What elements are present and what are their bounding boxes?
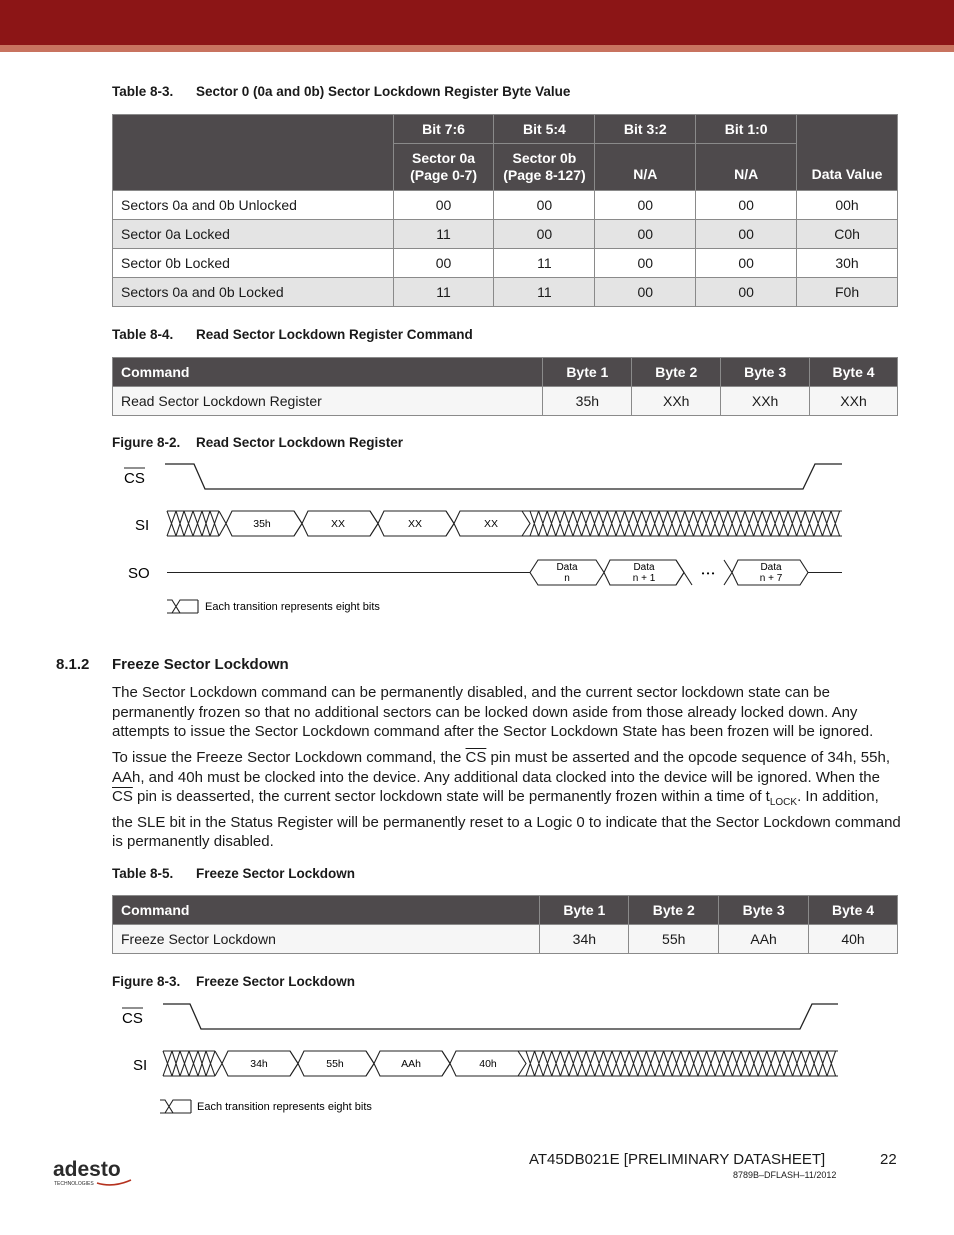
command-name: Freeze Sector Lockdown <box>113 925 540 954</box>
caption-number: Table 8-4. <box>112 327 174 342</box>
caption-title: Read Sector Lockdown Register <box>196 435 404 450</box>
sub-header-line: Sector 0b <box>512 150 577 166</box>
cell: 30h <box>797 249 898 278</box>
svg-text:CS: CS <box>124 470 145 487</box>
si-byte-label: AAh <box>401 1058 421 1070</box>
cell: 00 <box>393 249 494 278</box>
cell: 00 <box>595 278 696 307</box>
command-header: Command <box>113 358 543 387</box>
tlock-subscript: LOCK <box>769 797 798 808</box>
logo-subtext: TECHNOLOGIES <box>54 1181 94 1187</box>
cs-waveform <box>163 1004 838 1029</box>
caption-number: Table 8-5. <box>112 866 174 881</box>
so-data-label: Data <box>556 562 578 573</box>
paragraph-2 <box>112 748 902 852</box>
caption-number: Figure 8-2. <box>112 435 181 450</box>
byte-header: Byte 4 <box>810 358 898 387</box>
si-byte-label: 34h <box>250 1058 268 1070</box>
cell: XXh <box>810 387 898 416</box>
cell: 11 <box>393 220 494 249</box>
cell: AAh <box>719 925 809 954</box>
table-8-5-caption <box>112 866 355 881</box>
bit-header: Bit 1:0 <box>696 115 797 144</box>
caption-number: Table 8-3. <box>112 84 174 99</box>
byte-header: Byte 1 <box>540 896 629 925</box>
byte-header: Byte 4 <box>809 896 898 925</box>
byte-header: Byte 3 <box>719 896 809 925</box>
figure-8-3-caption <box>112 974 355 989</box>
document-code: 8789B–DFLASH–11/2012 <box>733 1170 837 1180</box>
legend-text: Each transition represents eight bits <box>197 1101 372 1113</box>
command-header: Command <box>113 896 540 925</box>
section-title: Freeze Sector Lockdown <box>112 656 289 673</box>
logo-wordmark: adesto <box>53 1158 121 1181</box>
command-name: Read Sector Lockdown Register <box>113 387 543 416</box>
si-label: SI <box>133 1057 148 1074</box>
caption-title: Read Sector Lockdown Register Command <box>196 327 473 342</box>
cell: 00 <box>494 191 595 220</box>
freeze-lockdown-command-table <box>112 895 898 954</box>
header-strip <box>0 45 954 52</box>
data-value-header: Data Value <box>797 115 898 191</box>
cell: 00 <box>595 191 696 220</box>
si-byte-label: 40h <box>479 1058 497 1070</box>
cell: 34h <box>540 925 629 954</box>
caption-title: Freeze Sector Lockdown <box>196 866 356 881</box>
cell: 55h <box>629 925 719 954</box>
row-label: Sectors 0a and 0b Unlocked <box>113 191 394 220</box>
adesto-logo <box>53 1158 133 1188</box>
table-row <box>113 191 898 220</box>
cs-waveform <box>165 464 842 489</box>
so-data-label: n <box>564 573 570 584</box>
cell: 00 <box>595 249 696 278</box>
na-header: N/A <box>696 144 797 191</box>
bit-header: Bit 5:4 <box>494 115 595 144</box>
si-byte-label: XX <box>330 518 346 530</box>
so-data-label: n + 1 <box>632 573 656 584</box>
byte-header: Byte 1 <box>543 358 632 387</box>
na-header: N/A <box>595 144 696 191</box>
so-data-label: n + 7 <box>759 573 783 584</box>
figure-8-2-caption <box>112 435 403 450</box>
so-waveform <box>167 560 842 585</box>
para-text: pin must be asserted and the opcode sequence of 34h, 55h, AAh, and 40h must be clocked into the device. Any additional data clocked into the device will be ignored. When the <box>112 749 890 786</box>
table-row <box>113 249 898 278</box>
cell: F0h <box>797 278 898 307</box>
so-data-label: Data <box>633 562 655 573</box>
row-label: Sector 0a Locked <box>113 220 394 249</box>
para-text: . In addition, the SLE bit in the Status Register will be permanently reset to a Logic 0 to indicate that the Sector Lockdown command is permanently disabled. <box>112 788 901 850</box>
cell: 00 <box>595 220 696 249</box>
legend-transition-icon <box>167 600 198 613</box>
si-label: SI <box>135 517 150 534</box>
table-row <box>113 220 898 249</box>
cell: 00 <box>696 249 797 278</box>
cs-signal: $\overline{CS}$ <box>112 788 133 805</box>
section-heading <box>56 656 289 673</box>
sector-lockdown-byte-table <box>112 114 898 307</box>
table-row <box>113 278 898 307</box>
cs-label <box>122 1008 143 1027</box>
para-text: To issue the Freeze Sector Lockdown command, the <box>112 749 466 766</box>
sub-header-line: (Page 8-127) <box>503 167 586 183</box>
so-label: SO <box>128 565 150 582</box>
table-row <box>113 387 898 416</box>
cell: 11 <box>494 278 595 307</box>
cell: 40h <box>809 925 898 954</box>
read-lockdown-timing-diagram <box>110 455 850 625</box>
sector-0b-header <box>494 144 595 191</box>
bit-header: Bit 7:6 <box>393 115 494 144</box>
cs-signal: $\overline{CS}$ <box>465 749 487 766</box>
paragraph-1: The Sector Lockdown command can be permanently disabled, and the current sector lockdown state can be permanently frozen so that no additional sectors can be locked down aside from those already locked down. Any attempts to issue the Sector Lockdown command after the Sector Lockdown State has been frozen will be ignored. <box>112 684 874 740</box>
row-label: Sectors 0a and 0b Locked <box>113 278 394 307</box>
bit-header: Bit 3:2 <box>595 115 696 144</box>
page-number: 22 <box>880 1151 897 1168</box>
cell: XXh <box>721 387 810 416</box>
byte-header: Byte 3 <box>721 358 810 387</box>
cell: 00 <box>393 191 494 220</box>
sub-header-line: Sector 0a <box>412 150 476 166</box>
si-byte-label: XX <box>483 518 499 530</box>
sector-0a-header <box>393 144 494 191</box>
legend-transition-icon <box>160 1100 191 1113</box>
cell: 00 <box>696 278 797 307</box>
table-8-4-caption <box>112 327 473 342</box>
cell: 00 <box>494 220 595 249</box>
table-row <box>113 925 898 954</box>
caption-title: Freeze Sector Lockdown <box>196 974 356 989</box>
cell: 00h <box>797 191 898 220</box>
cell: 00 <box>696 220 797 249</box>
so-ellipsis: • • • <box>701 569 715 578</box>
sub-header-line: (Page 0-7) <box>410 167 477 183</box>
para-text: pin is deasserted, the current sector lockdown state will be permanently frozen within a time of t <box>132 788 770 805</box>
freeze-lockdown-timing-diagram <box>110 995 850 1120</box>
cell: 11 <box>494 249 595 278</box>
read-lockdown-command-table <box>112 357 898 416</box>
table-8-3-caption <box>112 84 570 99</box>
caption-number: Figure 8-3. <box>112 974 181 989</box>
si-byte-label: 55h <box>326 1058 344 1070</box>
cs-label <box>124 468 145 487</box>
cell: 35h <box>543 387 632 416</box>
cell: C0h <box>797 220 898 249</box>
legend-text: Each transition represents eight bits <box>205 601 380 613</box>
cell: XXh <box>632 387 721 416</box>
si-byte-label: XX <box>407 518 423 530</box>
blank-header <box>113 115 394 191</box>
row-label: Sector 0b Locked <box>113 249 394 278</box>
footer-document-title: AT45DB021E [PRELIMINARY DATASHEET] <box>529 1151 826 1168</box>
byte-header: Byte 2 <box>632 358 721 387</box>
cell: 11 <box>393 278 494 307</box>
svg-text:CS: CS <box>122 1010 143 1027</box>
header-bar <box>0 0 954 45</box>
byte-header: Byte 2 <box>629 896 719 925</box>
cell: 00 <box>696 191 797 220</box>
si-byte-label: 35h <box>253 518 271 530</box>
so-data-label: Data <box>760 562 782 573</box>
section-number: 8.1.2 <box>56 656 90 673</box>
caption-title: Sector 0 (0a and 0b) Sector Lockdown Register Byte Value <box>196 84 571 99</box>
